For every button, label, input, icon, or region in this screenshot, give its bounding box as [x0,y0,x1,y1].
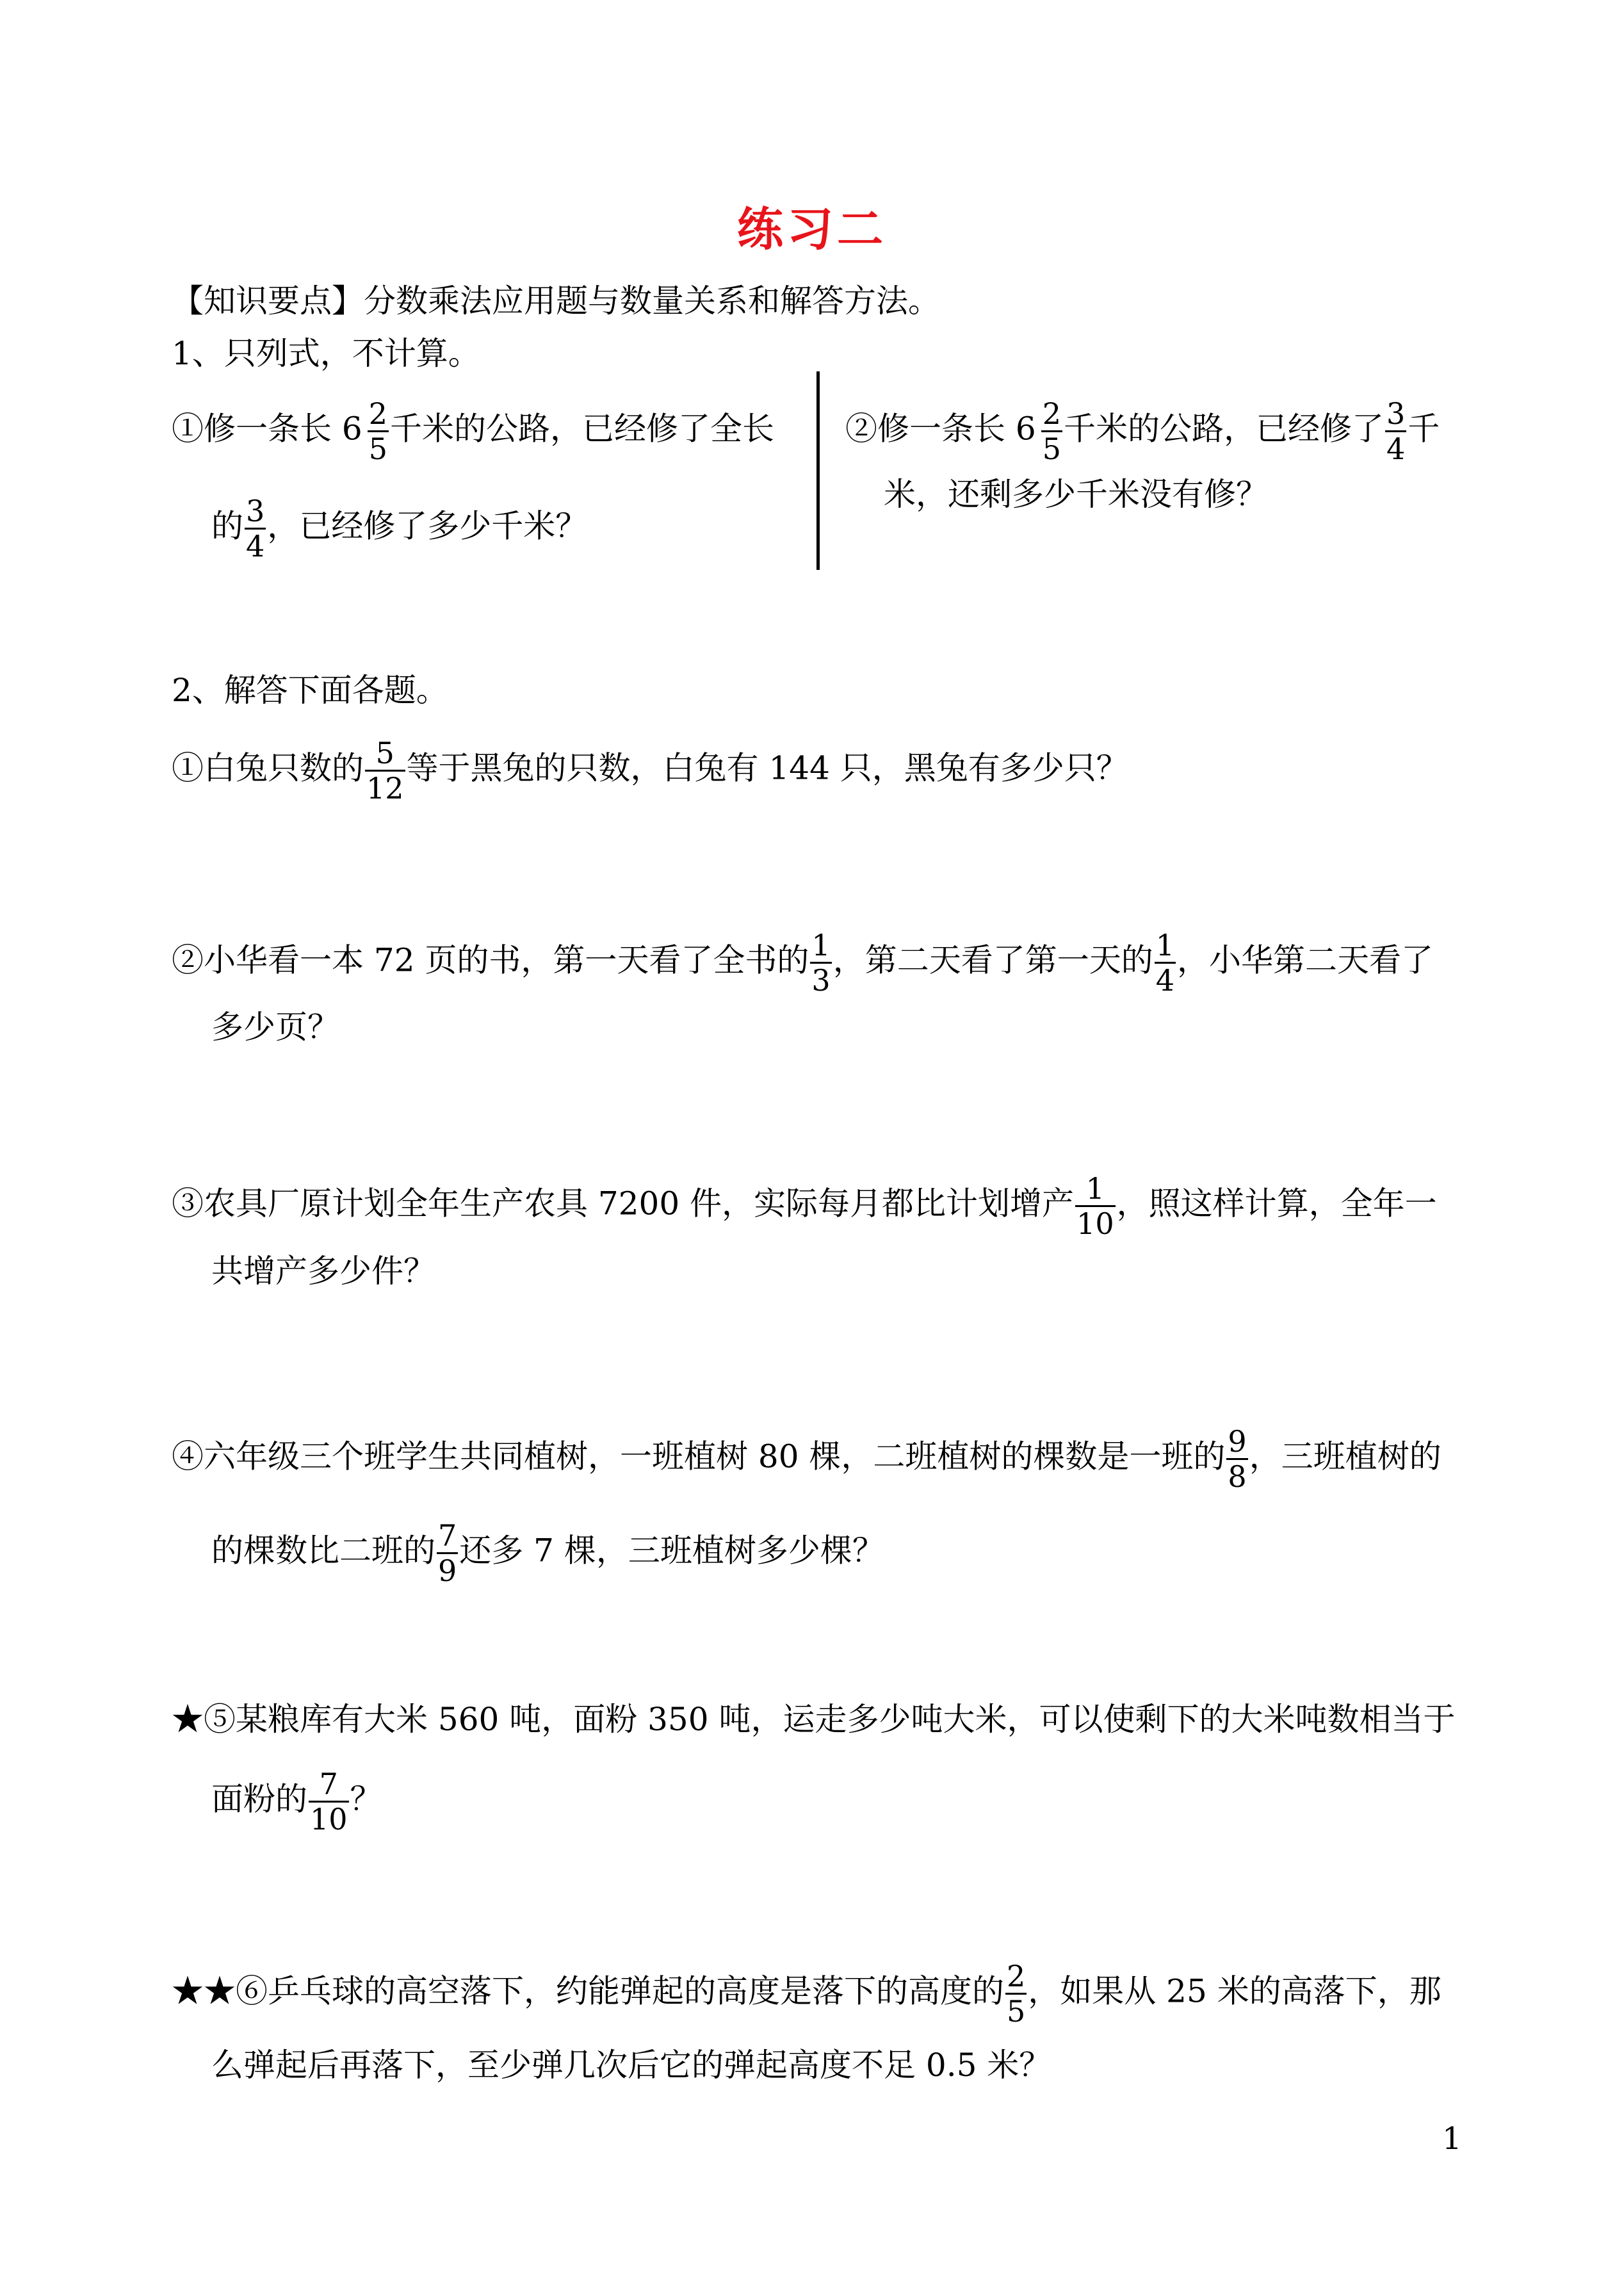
s1-q1-line1-post: 千米的公路，已经修了全长 [390,410,774,448]
fraction-denominator: 9 [438,1553,457,1588]
page-number: 1 [1442,2121,1462,2157]
s1-q1-line1-pre: ①修一条长 6 [172,410,362,448]
fraction [1041,397,1062,466]
fraction-numerator: 1 [811,928,831,962]
s1-q2-line2: 米，还剩多少千米没有修？ [884,476,1268,513]
fraction-denominator: 3 [811,963,831,998]
fraction-numerator: 9 [1228,1424,1247,1459]
s2-p5-line2 [211,1767,382,1836]
fraction-denominator: 5 [368,432,387,466]
fraction [1075,1172,1116,1240]
s2-p1 [172,736,1128,805]
fraction [309,1767,349,1836]
s1-q2-line1-mid: 千米的公路，已经修了 [1064,410,1384,448]
s2-p3-post: ，照这样计算，全年一 [1116,1185,1437,1222]
fraction [1385,397,1406,466]
s1-q1-line2-pre: 的 [211,507,243,545]
fraction [368,397,389,466]
s2-p5-line2-pre: 面粉的 [211,1780,307,1818]
fraction-numerator: 5 [365,736,405,772]
s2-p2-line2: 多少页？ [211,1009,339,1046]
s2-p2-pre: ②小华看一本 72 页的书，第一天看了全书的 [172,941,809,979]
s2-p1-post: 等于黑兔的只数，白兔有 144 只，黑兔有多少只？ [406,749,1128,787]
fraction [245,494,266,563]
fraction [1155,929,1176,997]
s2-p2-mid: ，第二天看了第一天的 [832,941,1153,979]
s2-p3-line2: 共增产多少件？ [211,1253,435,1290]
s1-q1-line2-post: ，已经修了多少千米？ [267,507,588,545]
s1-q1-line2 [211,494,587,563]
s1-q2-line1-pre: ②修一条长 6 [845,410,1036,448]
fraction-denominator: 5 [1007,1994,1026,2029]
section1-heading: 1、只列式，不计算。 [172,335,480,372]
s2-p4-line2 [211,1519,884,1587]
fraction-denominator: 4 [246,529,265,564]
fraction-numerator: 3 [246,494,265,528]
s2-p1-pre: ①白兔只数的 [172,749,364,787]
s2-p2-post: ，小华第二天看了 [1176,941,1433,979]
s2-p6-post: ，如果从 25 米的高落下，那 [1028,1972,1441,2010]
s2-p4-post: ，三班植树的 [1249,1438,1441,1475]
fraction-numerator: 2 [1007,1959,1026,1993]
fraction [1226,1425,1247,1493]
fraction-numerator: 3 [1386,396,1406,431]
s2-p6-pre: ★★⑥乒乓球的高空落下，约能弹起的高度是落下的高度的 [172,1972,1004,2010]
fraction-denominator: 8 [1228,1459,1247,1494]
s2-p4-pre: ④六年级三个班学生共同植树，一班植树 80 棵，二班植树的棵数是一班的 [172,1438,1226,1475]
fraction-numerator: 2 [368,396,387,431]
knowledge-points: 【知识要点】分数乘法应用题与数量关系和解答方法。 [172,282,940,320]
fraction-numerator: 2 [1042,396,1061,431]
s2-p4-line2-post: 还多 7 棵，三班植树多少棵？ [459,1532,884,1569]
s1-q2-line1 [845,397,1440,466]
column-divider [816,371,820,570]
fraction-denominator: 4 [1386,432,1406,466]
s1-q1-line1 [172,397,774,466]
fraction-numerator: 1 [1075,1172,1116,1207]
fraction-numerator: 7 [438,1518,457,1553]
s2-p4-line2-pre: 的棵数比二班的 [211,1532,435,1569]
fraction-denominator: 5 [1042,432,1061,466]
fraction [810,929,831,997]
fraction-numerator: 1 [1155,928,1174,962]
fraction-denominator: 10 [1076,1206,1114,1241]
s2-p6-line1 [172,1959,1441,2028]
fraction-denominator: 4 [1155,963,1174,998]
s2-p2-line1 [172,929,1433,997]
s1-q2-line1-post: 千 [1408,410,1440,448]
fraction-denominator: 10 [310,1802,348,1837]
fraction-denominator: 12 [366,771,404,806]
s2-p5-line1: ★⑤某粮库有大米 560 吨，面粉 350 吨，运走多少吨大米，可以使剩下的大米吨数相当于 [172,1701,1456,1738]
s2-p6-line2: 么弹起后再落下，至少弹几次后它的弹起高度不足 0.5 米？ [211,2047,1052,2084]
s2-p3-line1 [172,1172,1437,1240]
fraction-numerator: 7 [309,1767,349,1803]
s2-p4-line1 [172,1425,1441,1493]
page-title: 练习二 [736,202,887,256]
s2-p5-line2-post: ？ [350,1780,382,1818]
section2-heading: 2、解答下面各题。 [172,672,448,709]
fraction [365,736,405,805]
fraction [437,1519,458,1587]
fraction [1005,1959,1027,2028]
s2-p3-pre: ③农具厂原计划全年生产农具 7200 件，实际每月都比计划增产 [172,1185,1075,1222]
